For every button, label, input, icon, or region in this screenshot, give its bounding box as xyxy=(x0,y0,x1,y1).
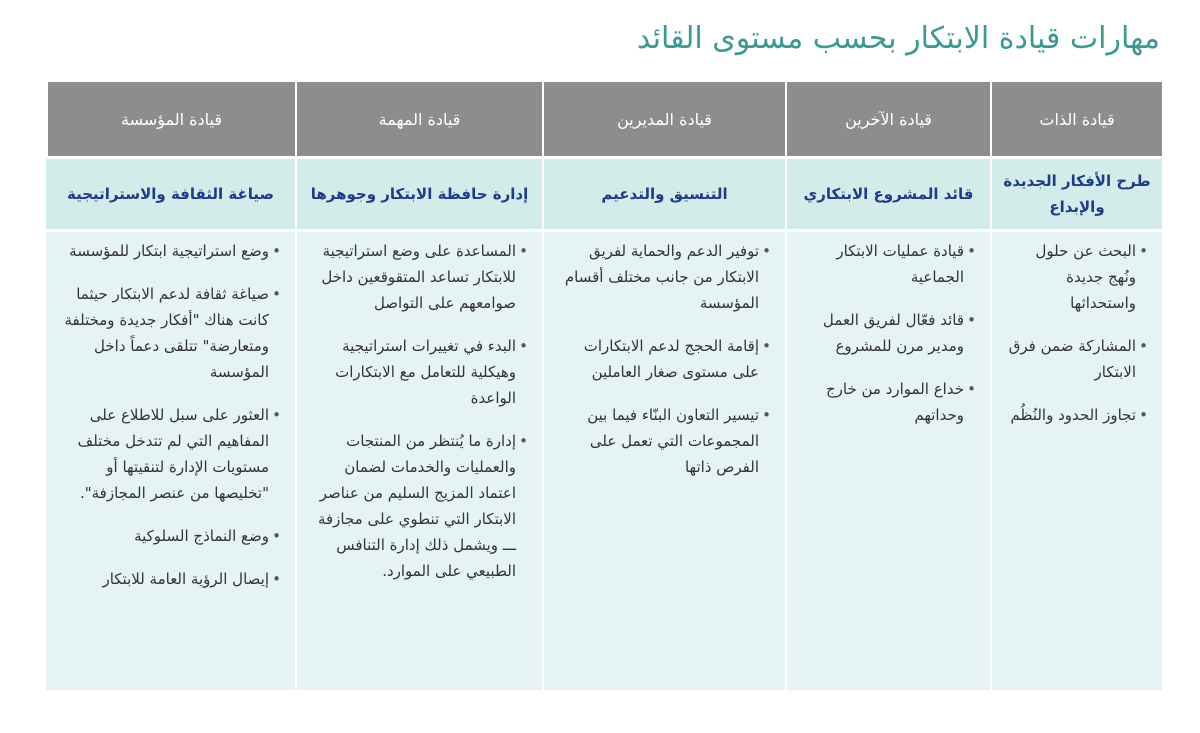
list-item: • وضع النماذج السلوكية xyxy=(58,523,281,549)
list-item: • خداع الموارد من خارج وحداتهم xyxy=(799,376,976,428)
list-item: • المشاركة ضمن فرق الابتكار xyxy=(1004,333,1148,385)
list-item: • المساعدة على وضع استراتيجية للابتكار تساعد المتقوقعين داخل صوامعهم على التواصل xyxy=(309,238,528,316)
bullet-list xyxy=(799,238,976,428)
column-body-others xyxy=(785,232,990,690)
column-body-managers xyxy=(542,232,785,690)
column-subheader-self: طرح الأفكار الجديدة والإبداع xyxy=(990,156,1162,232)
bullet-list xyxy=(58,238,281,592)
bullet-list xyxy=(309,238,528,584)
list-item: • قيادة عمليات الابتكار الجماعية xyxy=(799,238,976,290)
list-item: • البحث عن حلول ونُهج جديدة واستحداثها xyxy=(1004,238,1148,316)
list-item: • تيسير التعاون البنّاء فيما بين المجموعات التي تعمل على الفرص ذاتها xyxy=(556,402,771,480)
column-subheader-organization: صياغة الثقافة والاستراتيجية xyxy=(46,156,295,232)
column-header-others: قيادة الآخرين xyxy=(785,82,990,156)
list-item: • إدارة ما يُنتظر من المنتجات والعمليات والخدمات لضمان اعتماد المزيج السليم من عناصر الابتكار التي تنطوي على مجازفة ـــ ويشمل ذلك إدارة التنافس الطبيعي على الموارد. xyxy=(309,428,528,584)
list-item: • قائد فعّال لفريق العمل ومدير مرن للمشروع xyxy=(799,307,976,359)
bullet-list xyxy=(556,238,771,480)
leadership-skills-table xyxy=(46,82,1162,690)
list-item: • تجاوز الحدود والنُظُم xyxy=(1004,402,1148,428)
column-body-organization xyxy=(46,232,295,690)
column-header-function: قيادة المهمة xyxy=(295,82,542,156)
list-item: • وضع استراتيجية ابتكار للمؤسسة xyxy=(58,238,281,264)
list-item: • العثور على سبل للاطلاع على المفاهيم التي لم تتدخل مختلف مستويات الإدارة لتنقيتها أو "تخليصها من عنصر المجازفة". xyxy=(58,402,281,506)
list-item: • توفير الدعم والحماية لفريق الابتكار من جانب مختلف أقسام المؤسسة xyxy=(556,238,771,316)
list-item: • البدء في تغييرات استراتيجية وهيكلية للتعامل مع الابتكارات الواعدة xyxy=(309,333,528,411)
column-body-self xyxy=(990,232,1162,690)
column-body-function xyxy=(295,232,542,690)
column-subheader-function: إدارة حافظة الابتكار وجوهرها xyxy=(295,156,542,232)
list-item: • صياغة ثقافة لدعم الابتكار حيثما كانت هناك "أفكار جديدة ومختلفة ومتعارضة" تتلقى دعماً داخل المؤسسة xyxy=(58,281,281,385)
column-header-self: قيادة الذات xyxy=(990,82,1162,156)
list-item: • إيصال الرؤية العامة للابتكار xyxy=(58,566,281,592)
column-header-managers: قيادة المديرين xyxy=(542,82,785,156)
column-subheader-others: قائد المشروع الابتكاري xyxy=(785,156,990,232)
bullet-list xyxy=(1004,238,1148,428)
column-subheader-managers: التنسيق والتدعيم xyxy=(542,156,785,232)
page-title: مهارات قيادة الابتكار بحسب مستوى القائد xyxy=(636,21,1160,56)
list-item: • إقامة الحجج لدعم الابتكارات على مستوى صغار العاملين xyxy=(556,333,771,385)
column-header-organization: قيادة المؤسسة xyxy=(46,82,295,156)
